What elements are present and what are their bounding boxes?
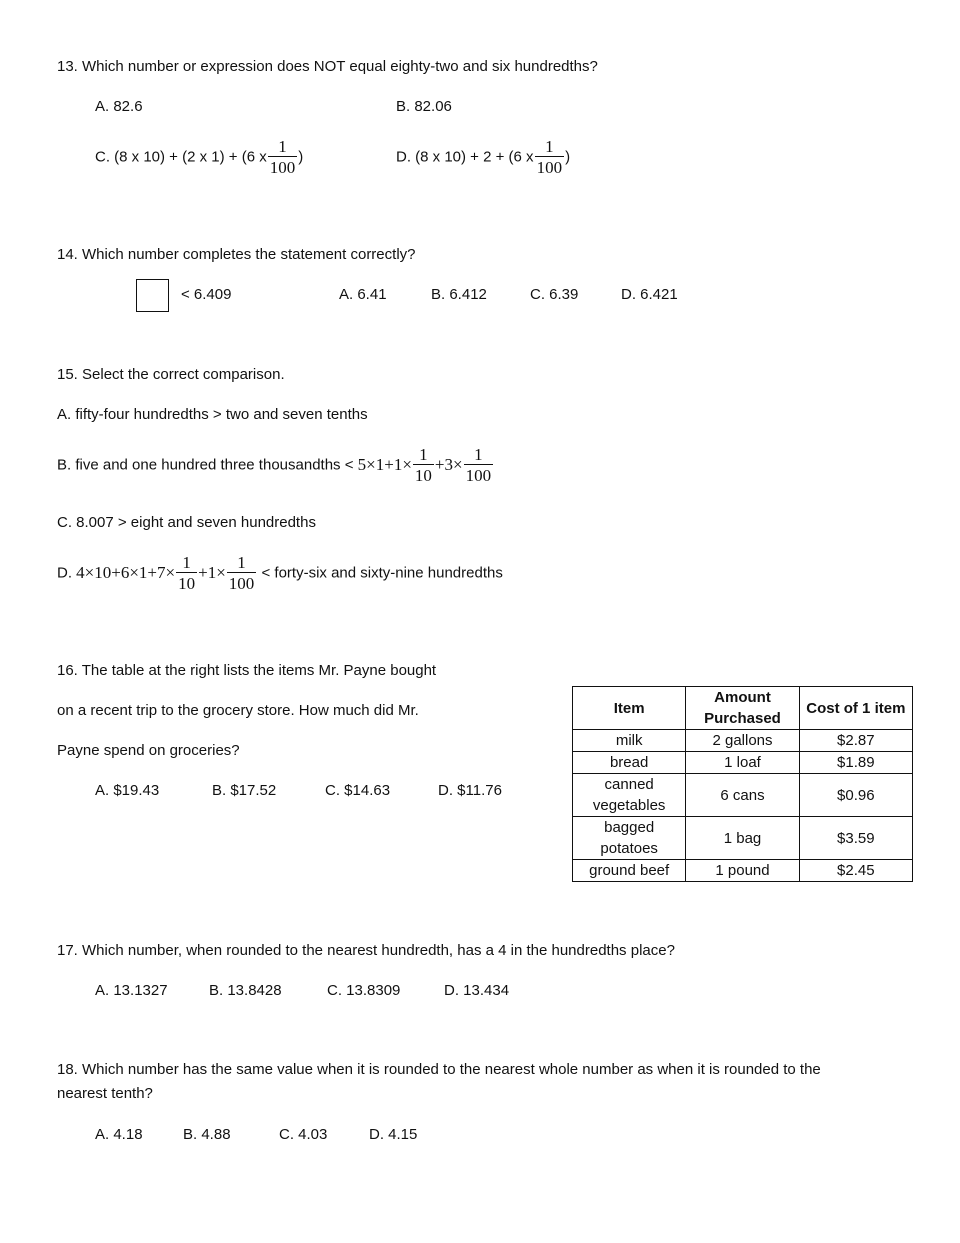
q15-option-b xyxy=(57,446,494,484)
answer-box xyxy=(136,279,169,312)
q17-option-d: D. 13.434 xyxy=(444,982,510,999)
fraction-numerator: 1 xyxy=(182,553,191,572)
q17-option-a: A. 13.1327 xyxy=(95,982,168,999)
fraction-numerator: 1 xyxy=(545,137,554,156)
q18-prompt-line2: nearest tenth? xyxy=(57,1085,153,1102)
q15-option-c: C. 8.007 > eight and seven hundredths xyxy=(57,514,316,531)
table-header-cell: Cost of 1 item xyxy=(799,687,912,730)
q13-option-d xyxy=(396,138,570,176)
fraction-numerator: 1 xyxy=(237,553,246,572)
math-expression: 5×1+1× xyxy=(357,455,412,474)
q16-prompt-line2: on a recent trip to the grocery store. How much did Mr. xyxy=(57,702,419,719)
table-header-row xyxy=(573,687,913,730)
q18-option-a: A. 4.18 xyxy=(95,1126,143,1143)
table-header-cell: Item xyxy=(573,687,686,730)
q14-statement: < 6.409 xyxy=(181,286,232,303)
fraction xyxy=(413,446,434,484)
q16-option-b: B. $17.52 xyxy=(212,782,277,799)
table-row xyxy=(573,730,913,752)
math-expression: +3× xyxy=(434,455,463,474)
q17-option-c: C. 13.8309 xyxy=(327,982,401,999)
fraction-denominator: 100 xyxy=(536,158,563,177)
q16-option-d: D. $11.76 xyxy=(438,782,502,799)
q18-prompt-line1: 18. Which number has the same value when it is rounded to the nearest whole number as when it is rounded to the xyxy=(57,1061,821,1078)
fraction-denominator: 100 xyxy=(269,158,296,177)
fraction xyxy=(268,138,298,176)
q18-option-c: C. 4.03 xyxy=(279,1126,328,1143)
table-cell: ground beef xyxy=(573,860,686,882)
table-row xyxy=(573,817,913,860)
q16-prompt-line3: Payne spend on groceries? xyxy=(57,742,240,759)
q14-option-d: D. 6.421 xyxy=(621,286,678,303)
table-cell: $3.59 xyxy=(799,817,912,860)
table-cell: $2.87 xyxy=(799,730,912,752)
q13-option-a: A. 82.6 xyxy=(95,98,143,115)
table-cell: 2 gallons xyxy=(686,730,799,752)
q14-prompt: 14. Which number completes the statement correctly? xyxy=(57,246,416,263)
q15-prompt: 15. Select the correct comparison. xyxy=(57,366,285,383)
q13-option-c-prefix: C. (8 x 10) + (2 x 1) + (6 x xyxy=(95,148,267,166)
fraction-numerator: 1 xyxy=(474,445,483,464)
q14-option-b: B. 6.412 xyxy=(431,286,487,303)
fraction xyxy=(464,446,494,484)
table-header-cell: Amount Purchased xyxy=(686,687,799,730)
table-cell: bread xyxy=(573,752,686,774)
table-cell: $0.96 xyxy=(799,774,912,817)
table-cell: 1 bag xyxy=(686,817,799,860)
math-expression: 4×10+6×1+7× xyxy=(76,563,176,582)
table-cell: bagged potatoes xyxy=(573,817,686,860)
q14-option-c: C. 6.39 xyxy=(530,286,579,303)
fraction-numerator: 1 xyxy=(278,137,287,156)
q13-option-c xyxy=(95,138,303,176)
table-cell: 1 loaf xyxy=(686,752,799,774)
fraction-denominator: 100 xyxy=(228,574,255,593)
fraction-denominator: 100 xyxy=(465,466,492,485)
table-cell: 1 pound xyxy=(686,860,799,882)
q15-option-d xyxy=(57,554,503,592)
q17-option-b: B. 13.8428 xyxy=(209,982,282,999)
table-cell: $1.89 xyxy=(799,752,912,774)
math-expression: +1× xyxy=(198,563,226,582)
q13-prompt: 13. Which number or expression does NOT equal eighty-two and six hundredths? xyxy=(57,58,598,75)
table-cell: canned vegetables xyxy=(573,774,686,817)
fraction xyxy=(176,554,197,592)
table-row xyxy=(573,860,913,882)
q15-option-b-prefix: B. five and one hundred three thousandths < xyxy=(57,456,354,474)
table-cell: milk xyxy=(573,730,686,752)
fraction-denominator: 10 xyxy=(414,466,432,485)
q13-option-d-suffix: ) xyxy=(565,148,571,166)
q15-option-d-suffix: < forty-six and sixty-nine hundredths xyxy=(261,564,503,582)
q15-option-a: A. fifty-four hundredths > two and seven tenths xyxy=(57,406,368,423)
q18-option-d: D. 4.15 xyxy=(369,1126,418,1143)
fraction-numerator: 1 xyxy=(419,445,428,464)
q17-prompt: 17. Which number, when rounded to the nearest hundredth, has a 4 in the hundredths place? xyxy=(57,942,675,959)
table-cell: 6 cans xyxy=(686,774,799,817)
q14-option-a: A. 6.41 xyxy=(339,286,387,303)
q16-option-c: C. $14.63 xyxy=(325,782,391,799)
table-row xyxy=(573,774,913,817)
q13-option-d-prefix: D. (8 x 10) + 2 + (6 x xyxy=(396,148,534,166)
table-cell: $2.45 xyxy=(799,860,912,882)
q13-option-b: B. 82.06 xyxy=(396,98,452,115)
q15-option-d-prefix: D. xyxy=(57,564,72,582)
table-row xyxy=(573,752,913,774)
fraction-denominator: 10 xyxy=(178,574,196,593)
q18-option-b: B. 4.88 xyxy=(183,1126,231,1143)
q16-option-a: A. $19.43 xyxy=(95,782,160,799)
grocery-table xyxy=(572,686,913,882)
fraction xyxy=(227,554,257,592)
q16-prompt-line1: 16. The table at the right lists the items Mr. Payne bought xyxy=(57,662,437,679)
fraction xyxy=(535,138,565,176)
q13-option-c-suffix: ) xyxy=(298,148,304,166)
